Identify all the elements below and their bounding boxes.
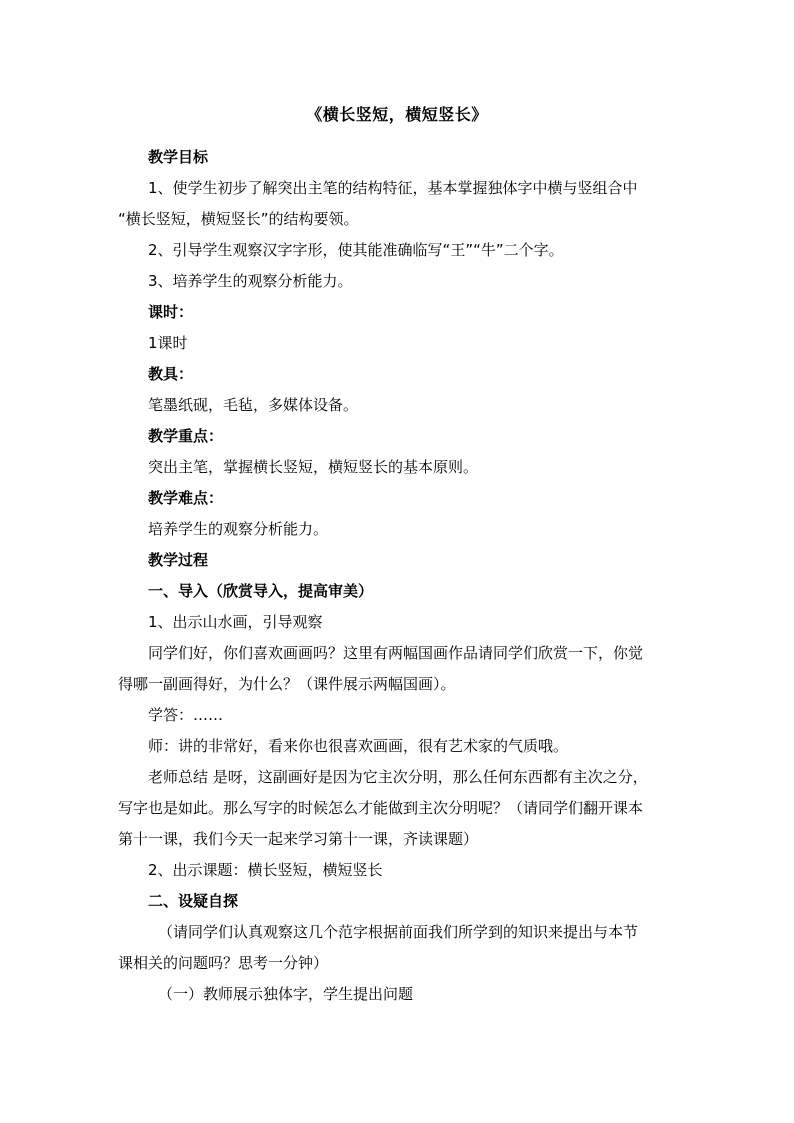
paragraph-line: 培养学生的观察分析能力。: [148, 520, 329, 538]
paragraph-line: 1、出示山水画，引导观察: [148, 613, 323, 631]
paragraph-line: 得哪一副画得好，为什么？（课件展示两幅国画）。: [118, 675, 456, 693]
document-title: 《横长竖短，横短竖长》: [306, 105, 488, 124]
paragraph-line: 写字也是如此。那么写字的时候怎么才能做到主次分明呢？（请同学们翻开课本: [118, 799, 644, 817]
heading-section-one: 一、导入（欣赏导入，提高审美）: [148, 582, 374, 600]
paragraph-line: （请同学们认真观察这几个范字根据前面我们所学到的知识来提出与本节: [158, 923, 639, 941]
paragraph-line: 3、培养学生的观察分析能力。: [148, 272, 353, 290]
heading-key-points: 教学重点：: [148, 427, 224, 445]
paragraph-line: 突出主笔，掌握横长竖短，横短竖长的基本原则。: [148, 458, 479, 476]
heading-lesson-time: 课时：: [148, 303, 194, 321]
paragraph-line: 第十一课，我们今天一起来学习第十一课，齐读课题）: [118, 830, 479, 848]
paragraph-line: 1课时: [148, 334, 188, 352]
paragraph-line: 课相关的问题吗？思考一分钟）: [118, 954, 329, 972]
paragraph-line: 师：讲的非常好，看来你也很喜欢画画，很有艺术家的气质哦。: [148, 737, 569, 755]
paragraph-line: 笔墨纸砚，毛毡，多媒体设备。: [148, 396, 359, 414]
heading-teaching-process: 教学过程: [148, 551, 209, 569]
paragraph-line: （一）教师展示独体字，学生提出问题: [158, 985, 414, 1003]
paragraph-line: 同学们好，你们喜欢画画吗？这里有两幅国画作品请同学们欣赏一下，你觉: [148, 644, 644, 662]
heading-objectives: 教学目标: [148, 148, 209, 166]
paragraph-line: 2、引导学生观察汉字字形，使其能准确临写“王”“牛”二个字。: [148, 241, 564, 259]
paragraph-line: 1、使学生初步了解突出主笔的结构特征，基本掌握独体字中横与竖组合中: [148, 179, 638, 197]
heading-teaching-aids: 教具：: [148, 365, 194, 383]
heading-section-two: 二、设疑自探: [148, 892, 239, 910]
paragraph-line: 2、出示课题：横长竖短，横短竖长: [148, 861, 383, 879]
paragraph-line: 老师总结 是呀，这副画好是因为它主次分明，那么任何东西都有主次之分，: [148, 768, 648, 786]
paragraph-line: “横长竖短，横短竖长”的结构要领。: [118, 210, 359, 228]
heading-difficulties: 教学难点：: [148, 489, 224, 507]
paragraph-line: 学答：……: [148, 706, 224, 724]
